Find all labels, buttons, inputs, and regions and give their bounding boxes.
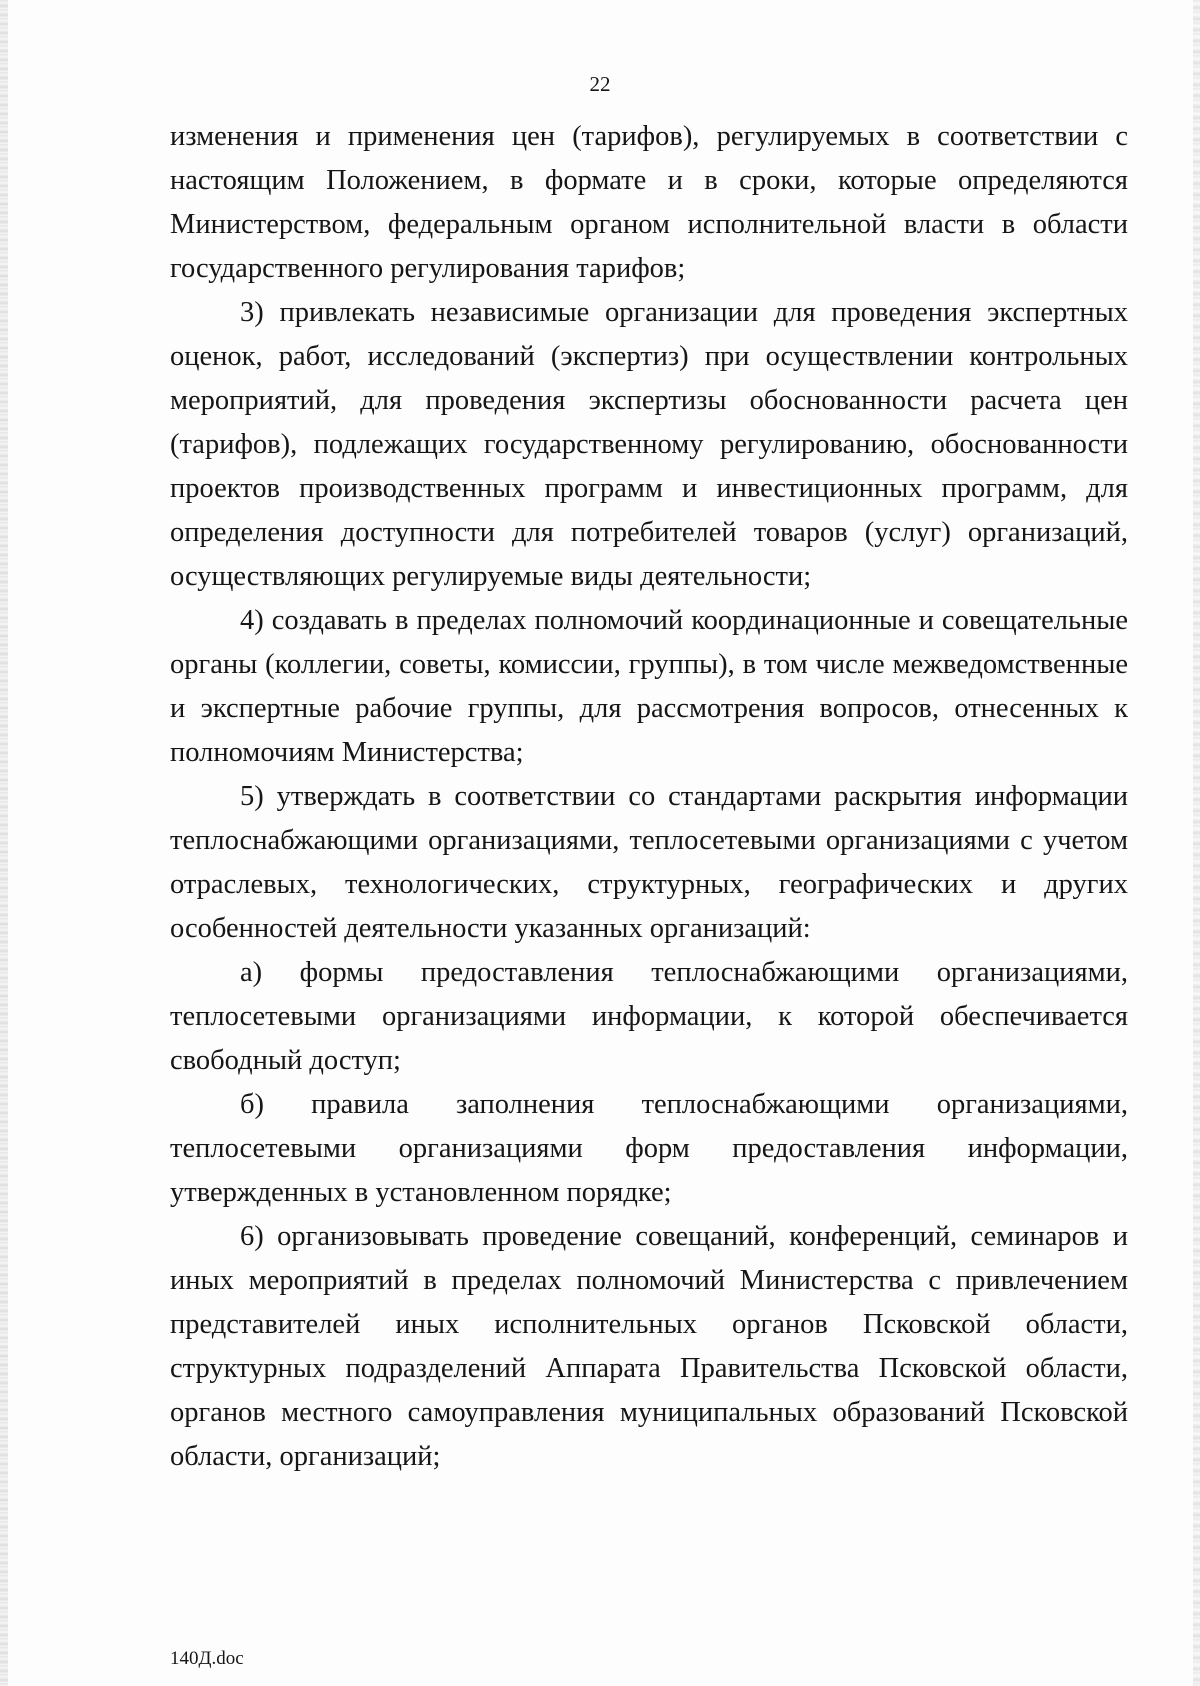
- scan-edge-left: [0, 0, 8, 1686]
- paragraph-item-4: 4) создавать в пределах полномочий координационные и совещательные органы (коллегии, советы, комиссии, группы), в том числе межведомственные и экспертные рабочие группы, для рассмотрения вопросов, отнесенных к полномочиям Министерства;: [170, 605, 1128, 768]
- paragraph-item-5: 5) утверждать в соответствии со стандартами раскрытия информации теплоснабжающими организациями, теплосетевыми организациями с учетом отраслевых, технологических, структурных, географических и других особенностей деятельности указанных организаций:: [170, 781, 1128, 944]
- paragraph-subitem-a: а) формы предоставления теплоснабжающими организациями, теплосетевыми организациями информации, к которой обеспечивается свободный доступ;: [170, 957, 1128, 1076]
- paragraph-item-3: 3) привлекать независимые организации для проведения экспертных оценок, работ, исследований (экспертиз) при осуществлении контрольных мероприятий, для проведения экспертизы обоснованности расчета цен (тарифов), подлежащих государственному регулированию, обоснованности проектов производственных программ и инвестиционных программ, для определения доступности для потребителей товаров (услуг) организаций, осуществляющих регулируемые виды деятельности;: [170, 297, 1128, 592]
- footer-filename: 140Д.doc: [170, 1648, 244, 1669]
- paragraph-subitem-b: б) правила заполнения теплоснабжающими организациями, теплосетевыми организациями форм предоставления информации, утвержденных в установленном порядке;: [170, 1089, 1128, 1208]
- page-number: 22: [589, 72, 611, 96]
- document-body: [170, 115, 1128, 1479]
- paragraph-item-6: 6) организовывать проведение совещаний, конференций, семинаров и иных мероприятий в пределах полномочий Министерства с привлечением представителей иных исполнительных органов Псковской области, структурных подразделений Аппарата Правительства Псковской области, органов местного самоуправления муниципальных образований Псковской области, организаций;: [170, 1221, 1128, 1472]
- scan-edge-right: [1193, 0, 1200, 1686]
- paragraph-continuation: изменения и применения цен (тарифов), регулируемых в соответствии с настоящим Положением, в формате и в сроки, которые определяются Министерством, федеральным органом исполнительной власти в области государственного регулирования тарифов;: [170, 121, 1128, 284]
